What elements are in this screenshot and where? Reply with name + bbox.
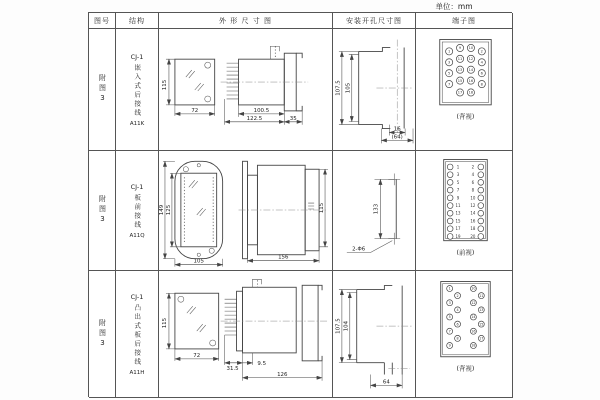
terminal-number: 18 <box>468 90 474 95</box>
dim-mount-inner-h: 104 <box>343 320 350 332</box>
mounting-drawing-flush <box>333 29 415 150</box>
terminal-number: 7 <box>448 329 451 334</box>
side-view <box>221 279 328 380</box>
terminal-number: 1 <box>448 49 451 54</box>
dim-hole-distance: 133 <box>373 203 380 215</box>
dim-body-length: 156 <box>278 254 289 261</box>
model-code: A11K <box>129 120 145 127</box>
terminal-number: 16 <box>468 78 474 83</box>
dim-outer-height: 149 <box>159 204 165 216</box>
terminal-number: 7 <box>448 82 451 87</box>
mounting-cell-row1 <box>333 29 416 151</box>
terminal-pin <box>447 226 453 232</box>
terminal-number: 9 <box>456 195 460 201</box>
terminal-pin <box>447 195 453 201</box>
terminal-number: 6 <box>471 179 475 185</box>
dim-mount-slot-w: 64 <box>382 379 390 386</box>
terminal-number: 7 <box>456 187 460 193</box>
terminal-number: 11 <box>479 293 484 298</box>
terminal-number: 5 <box>456 179 460 185</box>
terminal-pin <box>478 164 484 170</box>
dim-gap: 9.5 <box>257 360 267 367</box>
dim-total-length: 126 <box>277 371 288 378</box>
dim-front-width: 72 <box>193 352 201 359</box>
figure-cell-row3 <box>89 271 116 398</box>
outline-drawing-front-wired <box>159 151 332 270</box>
terminal-number: 5 <box>448 315 451 320</box>
header-cell-terminal: 端子图 <box>416 13 513 29</box>
header-cell-structure: 结构 <box>116 13 159 29</box>
dim-body-length: 100.5 <box>253 107 270 114</box>
terminal-number: 8 <box>456 336 459 341</box>
terminal-number: 10 <box>470 195 476 201</box>
model-label: CJ-1 <box>130 182 144 191</box>
terminal-number: 14 <box>471 315 476 320</box>
terminal-number: 13 <box>457 67 463 72</box>
terminal-number: 1 <box>456 164 460 170</box>
terminal-number: 9 <box>448 343 451 348</box>
terminal-pin <box>447 203 453 209</box>
terminal-diagram-back-view <box>416 29 512 150</box>
terminal-view-label: (背视) <box>456 364 475 373</box>
terminal-number: 13 <box>479 308 484 313</box>
terminal-number: 17 <box>457 90 463 95</box>
terminal-number: 16 <box>471 329 476 334</box>
terminal-pin <box>478 234 484 240</box>
structure-desc: 板前接线 <box>133 193 142 230</box>
terminal-number: 5 <box>448 71 451 76</box>
dim-flange-width: 35 <box>289 115 297 122</box>
dim-front-height: 115 <box>161 317 168 329</box>
outline-cell-row1 <box>159 29 333 151</box>
terminal-number: 3 <box>456 172 460 178</box>
terminal-number: 18 <box>470 226 476 232</box>
terminal-number: 6 <box>480 71 483 76</box>
unit-note: 单位：mm <box>435 2 473 11</box>
structure-cell-row1 <box>116 29 159 151</box>
terminal-number: 11 <box>455 202 461 208</box>
terminal-view-label: (背视) <box>456 112 475 121</box>
terminal-pin <box>478 218 484 224</box>
dim-total-length: 122.5 <box>246 115 263 122</box>
dim-mount-inner-h: 105 <box>345 82 352 94</box>
dim-inner-height: 125 <box>165 204 172 216</box>
figure-cell-row2 <box>89 151 116 271</box>
terminal-number: 12 <box>471 300 476 305</box>
dim-mount-outer-h: 107.5 <box>335 80 342 96</box>
terminal-diagram-front-view <box>416 151 512 270</box>
dim-side-height: 115 <box>319 202 326 214</box>
terminal-number: 20 <box>470 233 476 239</box>
terminal-pin <box>478 195 484 201</box>
structure-cell-row3 <box>116 271 159 398</box>
model-code: A11Q <box>129 232 145 239</box>
terminal-pin <box>447 187 453 193</box>
structure-cell-row2 <box>116 151 159 271</box>
terminal-number: 8 <box>471 187 475 193</box>
dim-front-width: 72 <box>191 107 199 114</box>
terminal-number: 4 <box>480 60 483 65</box>
spec-table <box>88 12 512 397</box>
terminal-view-label: (前视) <box>456 248 475 257</box>
mounting-cell-row3 <box>333 271 416 398</box>
terminal-pin <box>478 210 484 216</box>
dim-front-height: 115 <box>161 79 168 91</box>
terminal-number: 15 <box>479 322 484 327</box>
figure-label: 附图3 <box>98 318 107 350</box>
mounting-drawing-projecting <box>333 271 415 397</box>
figure-cell-row1 <box>89 29 116 151</box>
terminal-number: 14 <box>468 67 474 72</box>
structure-desc: 嵌入式后接线 <box>133 63 142 118</box>
terminal-pin <box>447 172 453 178</box>
outline-cell-row2 <box>159 151 333 271</box>
dim-mount-outer-h: 107.5 <box>335 318 342 334</box>
header-cell-outline: 外 形 尺 寸 图 <box>159 13 333 29</box>
dim-mount-slot-w: 16 <box>393 126 401 133</box>
model-code: A11H <box>129 369 145 376</box>
terminal-pin <box>447 180 453 186</box>
terminal-number: 3 <box>448 300 451 305</box>
front-view <box>162 59 215 116</box>
terminal-diagram-back-view <box>416 271 512 397</box>
dim-front-width: 105 <box>193 258 204 265</box>
terminal-number: 6 <box>456 322 459 327</box>
terminal-number: 3 <box>448 60 451 65</box>
terminal-number: 8 <box>480 82 483 87</box>
model-label: CJ-1 <box>130 52 144 61</box>
terminal-number: 19 <box>455 233 461 239</box>
terminal-pin <box>478 203 484 209</box>
hole-spec-label: 2-Φ6 <box>352 246 366 253</box>
terminal-number: 2 <box>480 49 483 54</box>
terminal-number: 2 <box>471 164 475 170</box>
terminal-pin <box>447 210 453 216</box>
mounting-cell-row2 <box>333 151 416 271</box>
terminal-number: 4 <box>456 308 459 313</box>
terminal-number: 12 <box>470 202 476 208</box>
terminal-number: 10 <box>468 46 474 51</box>
dim-mount-ref-w: (64) <box>391 134 403 141</box>
terminal-pin <box>447 164 453 170</box>
terminal-number: 1 <box>448 286 451 291</box>
terminal-cell-row1 <box>416 29 513 151</box>
outline-drawing-projecting <box>159 271 332 397</box>
side-view <box>221 46 308 125</box>
terminal-pin <box>447 218 453 224</box>
side-view <box>239 161 328 262</box>
mounting-drawing-front-wired <box>333 151 415 270</box>
model-label: CJ-1 <box>130 292 144 301</box>
terminal-pin <box>478 180 484 186</box>
terminal-number: 16 <box>470 218 476 224</box>
dim-pin-length: 31.5 <box>226 365 239 372</box>
terminal-number: 13 <box>455 210 461 216</box>
terminal-number: 11 <box>457 57 463 62</box>
terminal-number: 14 <box>470 210 476 216</box>
terminal-pin <box>478 226 484 232</box>
terminal-number: 4 <box>471 172 475 178</box>
header-cell-figure: 图号 <box>89 13 116 29</box>
figure-label: 附图3 <box>98 74 107 105</box>
terminal-number: 2 <box>456 293 459 298</box>
terminal-pin <box>447 234 453 240</box>
figure-label: 附图3 <box>98 195 107 226</box>
header-cell-mounting: 安装开孔尺寸图 <box>333 13 416 29</box>
front-view <box>162 293 219 361</box>
terminal-pin <box>478 172 484 178</box>
outline-cell-row3 <box>159 271 333 398</box>
structure-desc: 凸出式板后接线 <box>133 303 142 367</box>
terminal-number: 17 <box>479 336 484 341</box>
terminal-number: 17 <box>455 226 461 232</box>
outline-drawing-flush-mount <box>159 29 332 150</box>
terminal-number: 10 <box>471 286 476 291</box>
terminal-number: 12 <box>468 57 474 62</box>
terminal-pin <box>478 187 484 193</box>
terminal-number: 9 <box>458 46 462 51</box>
terminal-number: 15 <box>457 78 463 83</box>
terminal-cell-row2 <box>416 151 513 271</box>
front-view <box>159 161 223 266</box>
terminal-cell-row3 <box>416 271 513 398</box>
terminal-number: 15 <box>455 218 461 224</box>
terminal-number: 18 <box>471 343 476 348</box>
